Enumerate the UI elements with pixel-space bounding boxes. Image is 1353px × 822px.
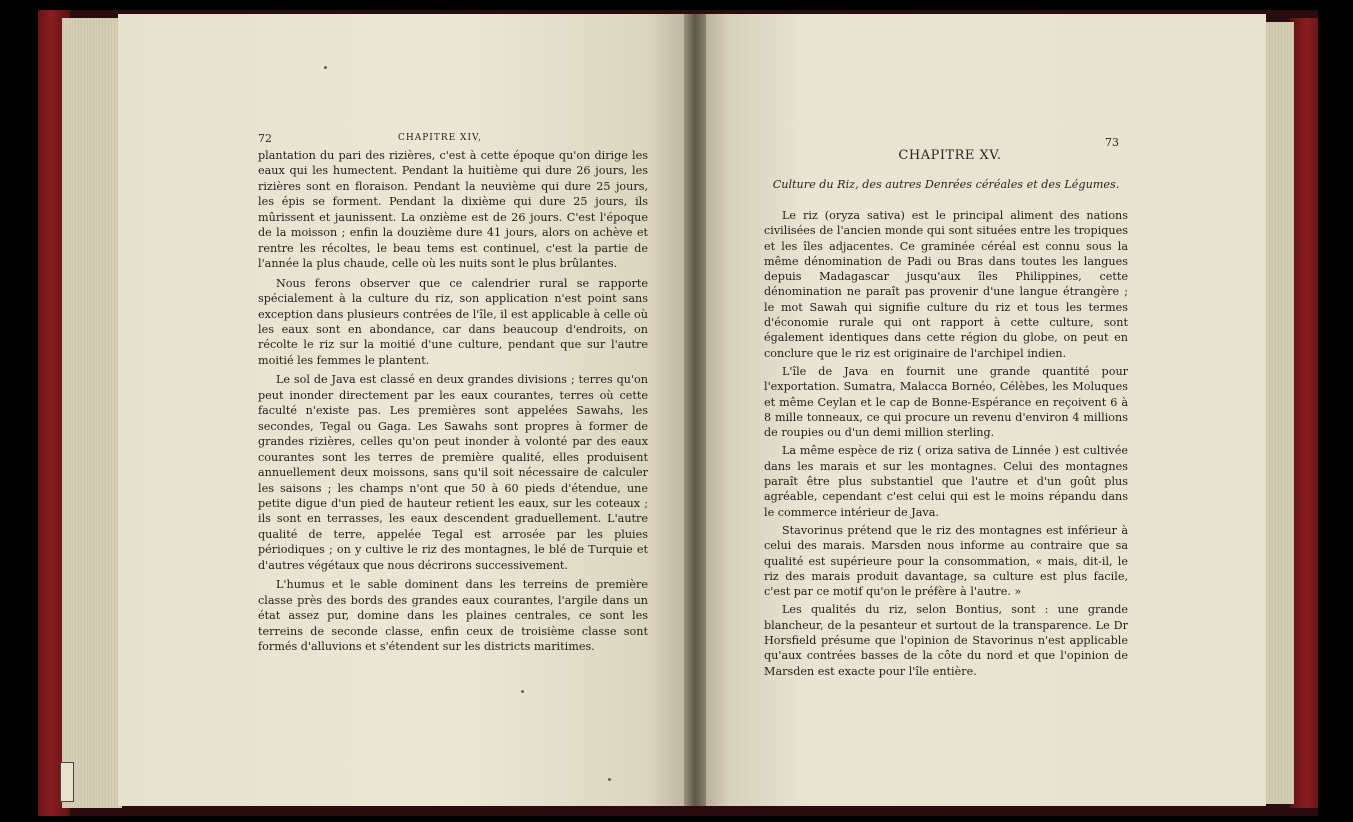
left-page-edges <box>62 18 122 808</box>
book-gutter <box>684 14 706 806</box>
chapter-subtitle: Culture du Riz, des autres Denrées céréales et des Légumes. <box>772 178 1120 191</box>
right-page-edges <box>1262 22 1294 804</box>
running-head: CHAPITRE XIV, <box>398 133 482 143</box>
paper-speck <box>324 66 327 69</box>
paragraph: Nous ferons observer que ce calendrier rural se rapporte spécialement à la culture du riz, son application n'est point sans exception dans plusieurs contrées de l'île, il est applicable à celle où les eaux sont en abondance, car dans beaucoup d'endroits, on récolte le riz sur la moitié d'une culture, pendant que sur l'autre moitié les femmes le plantent. <box>258 276 648 367</box>
left-page-header <box>258 132 648 148</box>
chapter-title: CHAPITRE XV. <box>898 148 1002 163</box>
right-page-number: 73 <box>1105 136 1119 149</box>
paragraph: plantation du pari des rizières, c'est à cette époque qu'on dirige les eaux qui les humectent. Pendant la huitième qui dure 26 jours, les rizières sont en floraison. Pendant la neuvième qui dure 25 jours, les épis se forment. Pendant la dixième qui dure 25 jours, ils mûrissent et jaunissent. La onzième est de 26 jours. C'est l'époque de la moisson ; enfin la douzième dure 41 jours, alors on achève et rentre les récoltes, le beau tems est continuel, c'est la partie de l'année la plus chaude, celle où les nuits sont le plus brûlantes. <box>258 149 648 271</box>
paragraph: L'humus et le sable dominent dans les terreins de première classe près des bords des grandes eaux courantes, l'argile dans un état assez pur, domine dans les plaines centrales, ce sont les terreins de seconde classe, enfin ceux de troisième classe sont formés d'alluvions et s'étendent sur les districts maritimes. <box>258 578 648 654</box>
scale-ruler <box>60 762 74 802</box>
paragraph: Les qualités du riz, selon Bontius, sont : une grande blancheur, de la pesanteur et surtout de la transparence. Le Dr Horsfield présume que l'opinion de Stavorinus n'est applicable qu'aux contrées basses de la côte du nord et que l'opinion de Marsden est exacte pour l'île entière. <box>764 603 1128 678</box>
left-page-number: 72 <box>258 132 272 145</box>
paper-speck <box>608 778 611 781</box>
paragraph: Le riz (oryza sativa) est le principal aliment des nations civilisées de l'ancien monde qui sont situées entre les tropiques et les îles adjacentes. Ce graminée céréal est connu sous la même dénomination de Padi ou Bras dans toutes les langues depuis Madagascar jusqu'aux îles Philippines, cette dénomination ne paraît pas provenir d'une langue étrangère ; le mot Sawah qui signifie culture du riz et tous les termes d'économie rurale qui ont rapport à cette culture, sont également identiques dans cette région du globe, on peut en conclure que le riz est originaire de l'archipel indien. <box>764 209 1128 360</box>
paragraph: Le sol de Java est classé en deux grandes divisions ; terres qu'on peut inonder directement par les eaux courantes, terres où cette faculté n'existe pas. Les premières sont appelées Sawahs, les secondes, Tegal ou Gaga. Les Sawahs sont propres à former de grandes rizières, celles qu'on peut inonder à volonté par des eaux courantes sont les terres de première qualité, elles produisent annuellement deux moissons, sans qu'il soit nécessaire de calculer les saisons ; les champs n'ont que 50 à 60 pieds d'étendue, une petite digue d'un pied de hauteur retient les eaux, sur les coteaux ; ils sont en terrasses, les eaux descendent graduellement. L'autre qualité de terre, appelée Tegal est arrosée par les pluies périodiques ; on y cultive le riz des montagnes, le blé de Turquie et d'autres végétaux que nous décrirons successivement. <box>258 373 648 572</box>
left-page-text <box>258 148 648 655</box>
paragraph: La même espèce de riz ( oriza sativa de Linnée ) est cultivée dans les marais et sur les montagnes. Celui des montagnes paraît être plus substantiel que l'autre et d'un goût plus agréable, cependant c'est celui qui est le moins répandu dans le commerce intérieur de Java. <box>764 444 1128 519</box>
paragraph: Stavorinus prétend que le riz des montagnes est inférieur à celui des marais. Marsden nous informe au contraire que sa qualité est supérieure pour la consommation, « mais, dit-il, le riz des marais produit davantage, sa culture est plus facile, c'est par ce motif qu'on le préfère à l'autre. » <box>764 523 1128 599</box>
right-page-text <box>764 208 1128 679</box>
paragraph: L'île de Java en fournit une grande quantité pour l'exportation. Sumatra, Malacca Bornéo, Célèbes, les Moluques et même Ceylan et le cap de Bonne-Espérance en reçoivent 6 à 8 mille tonneaux, ce qui procure un revenu d'environ 4 millions de roupies ou d'un demi million sterling. <box>764 364 1128 440</box>
paper-speck <box>521 690 524 693</box>
right-cover-binding <box>1290 18 1318 808</box>
